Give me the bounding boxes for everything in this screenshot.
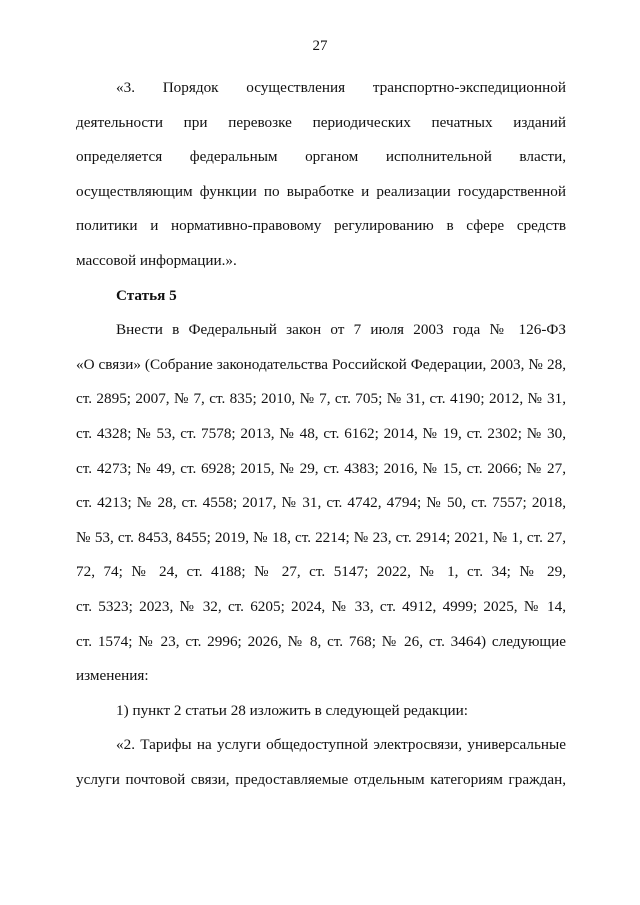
- paragraph-line: № 53, ст. 8453, 8455; 2019, № 18, ст. 2214; № 23, ст. 2914; 2021, № 1, ст. 27,: [76, 528, 566, 546]
- paragraph-line: услуги почтовой связи, предоставляемые отдельным категориям граждан,: [76, 770, 566, 788]
- paragraph-line: изменения:: [76, 667, 149, 685]
- paragraph-line: ст. 5323; 2023, № 32, ст. 6205; 2024, № 33, ст. 4912, 4999; 2025, № 14,: [76, 597, 566, 615]
- article-heading: Статья 5: [116, 286, 177, 304]
- paragraph-line: массовой информации.».: [76, 251, 237, 269]
- paragraph-line: «3. Порядок осуществления транспортно-экспедиционной: [116, 79, 566, 96]
- paragraph-line: «О связи» (Собрание законодательства Российской Федерации, 2003, № 28,: [76, 355, 566, 373]
- paragraph-line: ст. 1574; № 23, ст. 2996; 2026, № 8, ст. 768; № 26, ст. 3464) следующие: [76, 632, 566, 650]
- page-number: 27: [312, 38, 328, 54]
- paragraph-line: Внести в Федеральный закон от 7 июля 2003 года № 126-ФЗ: [116, 321, 566, 339]
- paragraph-line: осуществляющим функции по выработке и реализации государственной: [76, 182, 566, 200]
- paragraph-line: ст. 4328; № 53, ст. 7578; 2013, № 48, ст. 6162; 2014, № 19, ст. 2302; № 30,: [76, 424, 566, 442]
- list-item: 1) пункт 2 статьи 28 изложить в следующей редакции:: [116, 701, 469, 719]
- paragraph-line: ст. 2895; 2007, № 7, ст. 835; 2010, № 7, ст. 705; № 31, ст. 4190; 2012, № 31,: [76, 390, 566, 408]
- paragraph-line: ст. 4213; № 28, ст. 4558; 2017, № 31, ст. 4742, 4794; № 50, ст. 7557; 2018,: [76, 494, 566, 512]
- paragraph-line: определяется федеральным органом исполнительной власти,: [76, 148, 566, 166]
- paragraph-line: «2. Тарифы на услуги общедоступной электросвязи, универсальные: [116, 736, 566, 754]
- document-body: [76, 71, 566, 797]
- paragraph-line: политики и нормативно-правовому регулированию в сфере средств: [76, 217, 566, 235]
- paragraph-line: ст. 4273; № 49, ст. 6928; 2015, № 29, ст. 4383; 2016, № 15, ст. 2066; № 27,: [76, 459, 566, 477]
- paragraph-line: деятельности при перевозке периодических печатных изданий: [76, 113, 566, 131]
- paragraph-line: 72, 74; № 24, ст. 4188; № 27, ст. 5147; 2022, № 1, ст. 34; № 29,: [76, 563, 566, 581]
